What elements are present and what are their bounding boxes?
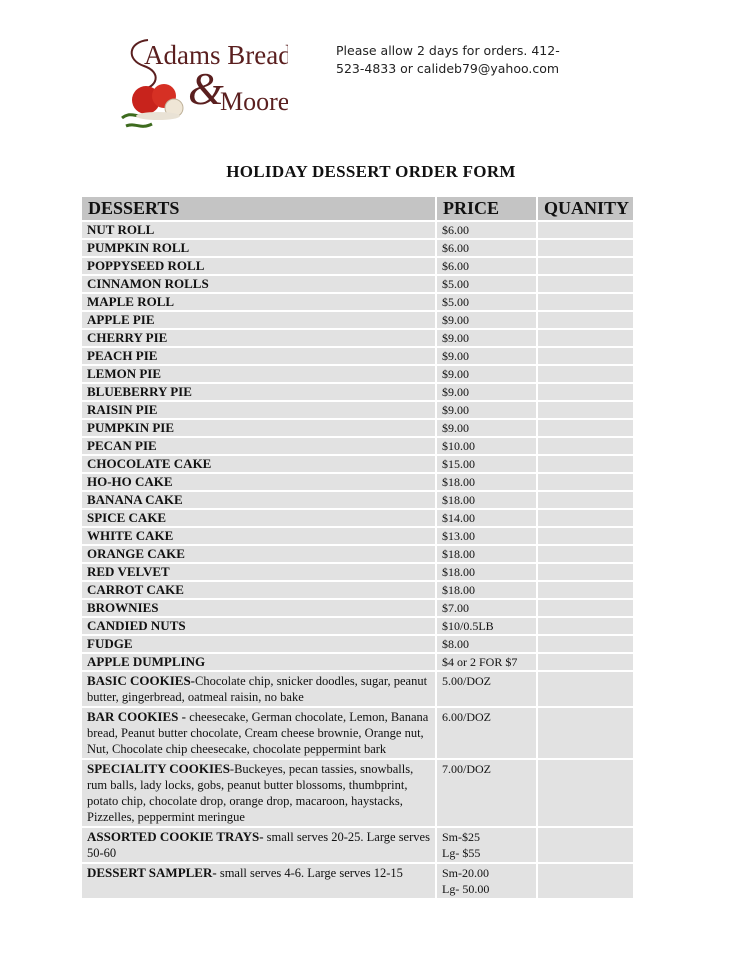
dessert-name: FUDGE xyxy=(87,636,133,651)
quantity-cell[interactable] xyxy=(537,365,634,383)
dessert-detail: cheesecake, German chocolate, Lemon, Banana bread, Peanut butter chocolate, Cream cheese brownie, Orange nut, Nut, Chocolate chip cheesecake, chocolate peppermint bark xyxy=(87,710,429,756)
brand-logo xyxy=(118,30,288,140)
price-value: $6.00 xyxy=(442,259,469,273)
table-row xyxy=(82,545,634,563)
quantity-cell[interactable] xyxy=(537,527,634,545)
price-cell xyxy=(436,635,537,653)
dessert-name: CHERRY PIE xyxy=(87,330,168,345)
quantity-cell[interactable] xyxy=(537,293,634,311)
dessert-name: RAISIN PIE xyxy=(87,402,158,417)
dessert-name: BANANA CAKE xyxy=(87,492,183,507)
dessert-name-cell xyxy=(82,707,436,759)
dessert-detail: -Buckeyes, pecan tassies, snowballs, rum balls, lady locks, gobs, peanut butter blossoms, thumbprint, potato chip, chocolate drop, orange drop, macaroon, haystacks, Pizzelles, peppermint meringue xyxy=(87,762,414,824)
price-value: $10.00 xyxy=(442,439,475,453)
table-row xyxy=(82,221,634,239)
dessert-name-cell xyxy=(82,419,436,437)
table-row xyxy=(82,491,634,509)
quantity-cell[interactable] xyxy=(537,473,634,491)
price-cell xyxy=(436,473,537,491)
price-value: $18.00 xyxy=(442,547,475,561)
dessert-name-cell xyxy=(82,437,436,455)
price-cell xyxy=(436,437,537,455)
dessert-name-cell xyxy=(82,329,436,347)
table-row xyxy=(82,437,634,455)
quantity-cell[interactable] xyxy=(537,257,634,275)
quantity-cell[interactable] xyxy=(537,329,634,347)
table-row xyxy=(82,347,634,365)
price-value: $9.00 xyxy=(442,403,469,417)
table-row xyxy=(82,293,634,311)
price-value: 5.00/DOZ xyxy=(442,674,491,688)
dessert-name-cell xyxy=(82,653,436,671)
dessert-name-cell xyxy=(82,527,436,545)
table-row xyxy=(82,527,634,545)
dessert-name-cell xyxy=(82,617,436,635)
table-header-row xyxy=(82,197,634,221)
dessert-name: BLUEBERRY PIE xyxy=(87,384,192,399)
dessert-name: ORANGE CAKE xyxy=(87,546,185,561)
quantity-cell[interactable] xyxy=(537,759,634,827)
quantity-cell[interactable] xyxy=(537,221,634,239)
quantity-cell[interactable] xyxy=(537,383,634,401)
price-cell xyxy=(436,293,537,311)
table-row xyxy=(82,599,634,617)
dessert-name-cell xyxy=(82,491,436,509)
table-row xyxy=(82,581,634,599)
dessert-name: HO-HO CAKE xyxy=(87,474,173,489)
dessert-name: PECAN PIE xyxy=(87,438,157,453)
price-cell xyxy=(436,275,537,293)
price-cell xyxy=(436,257,537,275)
price-cell xyxy=(436,617,537,635)
price-value: $8.00 xyxy=(442,637,469,651)
plate-icon xyxy=(136,112,180,120)
price-value: $10/0.5LB xyxy=(442,619,494,633)
price-value: $14.00 xyxy=(442,511,475,525)
dessert-name-cell xyxy=(82,257,436,275)
dessert-name-cell xyxy=(82,473,436,491)
dessert-name-cell xyxy=(82,221,436,239)
price-cell xyxy=(436,509,537,527)
price-value: $9.00 xyxy=(442,349,469,363)
dessert-name: CANDIED NUTS xyxy=(87,618,186,633)
dessert-name: MAPLE ROLL xyxy=(87,294,175,309)
dessert-name-cell xyxy=(82,347,436,365)
dessert-name-cell xyxy=(82,545,436,563)
table-row xyxy=(82,257,634,275)
price-cell xyxy=(436,221,537,239)
dessert-name-cell xyxy=(82,863,436,899)
table-row xyxy=(82,759,634,827)
dessert-name: NUT ROLL xyxy=(87,222,155,237)
price-value: $18.00 xyxy=(442,475,475,489)
price-cell xyxy=(436,545,537,563)
quantity-cell[interactable] xyxy=(537,671,634,707)
table-row xyxy=(82,671,634,707)
logo-ampersand: & xyxy=(188,63,224,114)
quantity-cell[interactable] xyxy=(537,635,634,653)
price-cell xyxy=(436,671,537,707)
price-value: $7.00 xyxy=(442,601,469,615)
dessert-name: BASIC COOKIES- xyxy=(87,673,195,688)
dessert-name: WHITE CAKE xyxy=(87,528,174,543)
price-cell xyxy=(436,329,537,347)
quantity-cell[interactable] xyxy=(537,275,634,293)
dessert-name: PEACH PIE xyxy=(87,348,158,363)
price-cell xyxy=(436,599,537,617)
quantity-cell[interactable] xyxy=(537,827,634,863)
price-cell xyxy=(436,419,537,437)
price-value: $13.00 xyxy=(442,529,475,543)
dessert-name: BROWNIES xyxy=(87,600,159,615)
price-value: Sm-$25 xyxy=(442,830,481,844)
dessert-name-cell xyxy=(82,311,436,329)
price-value: $9.00 xyxy=(442,313,469,327)
quantity-cell[interactable] xyxy=(537,347,634,365)
price-value: $9.00 xyxy=(442,421,469,435)
dessert-name-cell xyxy=(82,509,436,527)
table-row xyxy=(82,707,634,759)
price-value: $18.00 xyxy=(442,493,475,507)
quantity-cell[interactable] xyxy=(537,455,634,473)
price-value: $5.00 xyxy=(442,277,469,291)
table-row xyxy=(82,329,634,347)
quantity-cell[interactable] xyxy=(537,491,634,509)
quantity-cell[interactable] xyxy=(537,545,634,563)
price-value: $9.00 xyxy=(442,331,469,345)
table-row xyxy=(82,311,634,329)
price-cell xyxy=(436,383,537,401)
price-value: 7.00/DOZ xyxy=(442,762,491,776)
price-cell xyxy=(436,581,537,599)
dessert-order-table xyxy=(82,197,635,900)
quantity-cell[interactable] xyxy=(537,653,634,671)
table-row xyxy=(82,239,634,257)
table-row xyxy=(82,863,634,899)
price-value: $5.00 xyxy=(442,295,469,309)
quantity-cell[interactable] xyxy=(537,401,634,419)
table-row xyxy=(82,419,634,437)
dessert-name-cell xyxy=(82,383,436,401)
dessert-name: PUMPKIN ROLL xyxy=(87,240,190,255)
dessert-name: SPECIALITY COOKIES xyxy=(87,761,230,776)
quantity-cell[interactable] xyxy=(537,863,634,899)
quantity-cell[interactable] xyxy=(537,437,634,455)
dessert-name: PUMPKIN PIE xyxy=(87,420,175,435)
table-row xyxy=(82,617,634,635)
dessert-name-cell xyxy=(82,759,436,827)
price-value: $4 or 2 FOR $7 xyxy=(442,655,518,669)
dessert-name-cell xyxy=(82,599,436,617)
header-desserts: DESSERTS xyxy=(82,197,436,221)
quantity-cell[interactable] xyxy=(537,707,634,759)
dessert-name-cell xyxy=(82,827,436,863)
order-contact-note: Please allow 2 days for orders. 412-523-4833 or calideb79@yahoo.com xyxy=(336,43,560,76)
price-cell xyxy=(436,827,537,863)
quantity-cell[interactable] xyxy=(537,509,634,527)
dessert-name: POPPYSEED ROLL xyxy=(87,258,205,273)
table-row xyxy=(82,653,634,671)
dessert-name: LEMON PIE xyxy=(87,366,162,381)
price-value: 6.00/DOZ xyxy=(442,710,491,724)
table-row xyxy=(82,509,634,527)
dessert-name-cell xyxy=(82,581,436,599)
dessert-name: RED VELVET xyxy=(87,564,170,579)
dessert-name: SPICE CAKE xyxy=(87,510,167,525)
dessert-name-cell xyxy=(82,293,436,311)
quantity-cell[interactable] xyxy=(537,563,634,581)
table-row xyxy=(82,365,634,383)
price-cell xyxy=(436,707,537,759)
price-value: $6.00 xyxy=(442,241,469,255)
quantity-cell[interactable] xyxy=(537,581,634,599)
table-row xyxy=(82,401,634,419)
price-cell xyxy=(436,863,537,899)
table-row xyxy=(82,635,634,653)
quantity-cell[interactable] xyxy=(537,617,634,635)
quantity-cell[interactable] xyxy=(537,419,634,437)
price-value: $18.00 xyxy=(442,583,475,597)
quantity-cell[interactable] xyxy=(537,239,634,257)
dessert-name-cell xyxy=(82,365,436,383)
dessert-name: CHOCOLATE CAKE xyxy=(87,456,212,471)
table-row xyxy=(82,563,634,581)
dessert-name: BAR COOKIES - xyxy=(87,709,190,724)
price-cell xyxy=(436,239,537,257)
quantity-cell[interactable] xyxy=(537,599,634,617)
table-row xyxy=(82,455,634,473)
form-title: HOLIDAY DESSERT ORDER FORM xyxy=(226,162,516,181)
price-cell xyxy=(436,653,537,671)
price-cell xyxy=(436,491,537,509)
dessert-name: DESSERT SAMPLER- xyxy=(87,865,217,880)
price-cell xyxy=(436,311,537,329)
price-value: $15.00 xyxy=(442,457,475,471)
price-value: Sm-20.00 xyxy=(442,866,490,880)
price-cell xyxy=(436,401,537,419)
dessert-name-cell xyxy=(82,275,436,293)
dessert-name-cell xyxy=(82,455,436,473)
price-value: $9.00 xyxy=(442,385,469,399)
quantity-cell[interactable] xyxy=(537,311,634,329)
price-cell xyxy=(436,563,537,581)
dessert-name: ASSORTED COOKIE TRAYS- xyxy=(87,829,264,844)
price-value: $18.00 xyxy=(442,565,475,579)
price-value: $9.00 xyxy=(442,367,469,381)
table-row xyxy=(82,275,634,293)
dessert-name: CINNAMON ROLLS xyxy=(87,276,209,291)
table-row xyxy=(82,473,634,491)
logo-graphic xyxy=(118,30,288,140)
dessert-name: CARROT CAKE xyxy=(87,582,184,597)
price-cell xyxy=(436,365,537,383)
price-value: $6.00 xyxy=(442,223,469,237)
dessert-name: APPLE PIE xyxy=(87,312,155,327)
dessert-name-cell xyxy=(82,671,436,707)
dessert-name-cell xyxy=(82,635,436,653)
price-value-large: Lg- 50.00 xyxy=(442,882,490,896)
price-value-large: Lg- $55 xyxy=(442,846,481,860)
logo-text-line1: Adams Breads xyxy=(144,40,288,70)
table-row xyxy=(82,383,634,401)
price-cell xyxy=(436,455,537,473)
header-quanity: QUANITY xyxy=(537,197,634,221)
dessert-name-cell xyxy=(82,239,436,257)
price-cell xyxy=(436,527,537,545)
dessert-name: APPLE DUMPLING xyxy=(87,654,206,669)
table-row xyxy=(82,827,634,863)
dessert-detail: small serves 20-25. Large serves 50-60 xyxy=(87,830,430,860)
price-cell xyxy=(436,347,537,365)
header-price: PRICE xyxy=(436,197,537,221)
logo-text-line2: Moore xyxy=(220,87,288,116)
dessert-name-cell xyxy=(82,563,436,581)
price-cell xyxy=(436,759,537,827)
dessert-detail: Chocolate chip, snicker doodles, sugar, peanut butter, gingerbread, oatmeal raisin, no bake xyxy=(87,674,428,704)
dessert-detail: small serves 4-6. Large serves 12-15 xyxy=(216,866,403,880)
dessert-name-cell xyxy=(82,401,436,419)
